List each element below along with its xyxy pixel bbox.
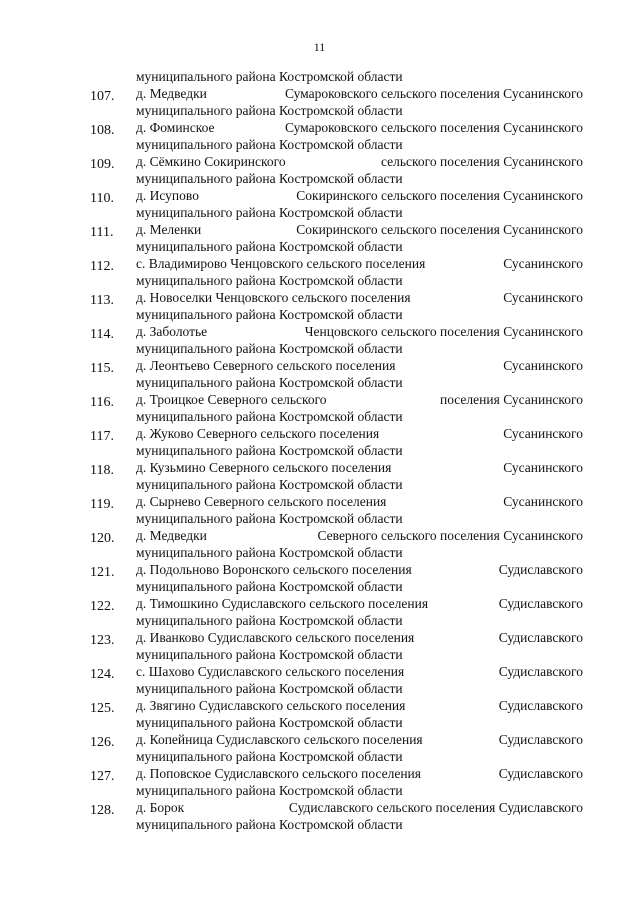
entry-number: 118.	[90, 463, 114, 478]
list-item	[0, 119, 639, 153]
list-item	[0, 153, 639, 187]
entry-first-line	[136, 459, 583, 476]
entry-number: 109.	[90, 157, 115, 172]
list-item	[0, 799, 639, 833]
entry-first-line	[136, 357, 583, 374]
list-item	[0, 357, 639, 391]
entry-first-line	[136, 765, 583, 782]
list-item	[0, 765, 639, 799]
list-item	[0, 697, 639, 731]
entry-text-segment: д. Жуково Северного сельского поселения	[136, 426, 380, 441]
entry-number: 115.	[90, 361, 114, 376]
entry-second-line: муниципального района Костромской области	[136, 375, 403, 390]
entry-text-segment: Северного сельского поселения Сусанинского	[317, 528, 583, 543]
entry-text-segment: сельского поселения Сусанинского	[380, 154, 583, 169]
entry-first-line	[136, 493, 583, 510]
entry-number: 125.	[90, 701, 115, 716]
entry-text-segment: д. Тимошкино Судиславского сельского поселения	[136, 596, 429, 611]
entry-number: 121.	[90, 565, 115, 580]
entry-second-line: муниципального района Костромской области	[136, 579, 403, 594]
entry-first-line	[136, 85, 583, 102]
list-item	[0, 289, 639, 323]
list-item	[0, 425, 639, 459]
list-item	[0, 221, 639, 255]
entry-text-segment: Судиславского	[498, 664, 583, 679]
entry-first-line	[136, 697, 583, 714]
list-item	[0, 527, 639, 561]
entry-second-line: муниципального района Костромской области	[136, 409, 403, 424]
entry-text-segment: Сокиринского сельского поселения Сусанинского	[296, 188, 583, 203]
entry-text-segment: д. Кузьмино Северного сельского поселения	[136, 460, 392, 475]
entry-first-line	[136, 425, 583, 442]
entry-text-segment: Судиславского	[498, 630, 583, 645]
entry-text-segment: Сусанинского	[503, 358, 583, 373]
entry-second-line: муниципального района Костромской области	[136, 477, 403, 492]
list-item	[0, 629, 639, 663]
entry-text-segment: д. Сырнево Северного сельского поселения	[136, 494, 387, 509]
entry-number: 116.	[90, 395, 114, 410]
list-item	[0, 459, 639, 493]
entry-text-segment: Сусанинского	[503, 426, 583, 441]
entry-text-segment: поселения Сусанинского	[439, 392, 583, 407]
continuation-line: муниципального района Костромской области	[136, 69, 403, 84]
entry-text-segment: Сумароковского сельского поселения Сусанинского	[284, 120, 583, 135]
entry-first-line	[136, 595, 583, 612]
entry-first-line	[136, 153, 583, 170]
entry-number: 114.	[90, 327, 114, 342]
entry-text-segment: д. Сёмкино Сокиринского	[136, 154, 286, 169]
list-item	[0, 187, 639, 221]
entry-text-segment: Судиславского	[498, 732, 583, 747]
list-item	[0, 85, 639, 119]
entry-number: 113.	[90, 293, 114, 308]
entry-second-line: муниципального района Костромской области	[136, 443, 403, 458]
entry-number: 123.	[90, 633, 115, 648]
entry-second-line: муниципального района Костромской области	[136, 341, 403, 356]
entry-number: 110.	[90, 191, 114, 206]
list-item	[0, 731, 639, 765]
entry-text-segment: д. Иванково Судиславского сельского поселения	[136, 630, 415, 645]
entry-number: 120.	[90, 531, 115, 546]
entry-second-line: муниципального района Костромской области	[136, 137, 403, 152]
list-item	[0, 323, 639, 357]
entry-first-line	[136, 663, 583, 680]
entry-second-line: муниципального района Костромской области	[136, 817, 403, 832]
entry-first-line	[136, 731, 583, 748]
entry-first-line	[136, 187, 583, 204]
entry-first-line	[136, 629, 583, 646]
entry-text-segment: Ченцовского сельского поселения Сусанинского	[304, 324, 583, 339]
entry-first-line	[136, 119, 583, 136]
entry-second-line: муниципального района Костромской области	[136, 783, 403, 798]
entry-text-segment: д. Медведки	[136, 528, 207, 543]
entry-first-line	[136, 561, 583, 578]
entry-number: 119.	[90, 497, 114, 512]
entry-text-segment: д. Борок	[136, 800, 185, 815]
entry-text-segment: Судиславского	[498, 698, 583, 713]
entry-first-line	[136, 289, 583, 306]
entry-text-segment: д. Медведки	[136, 86, 207, 101]
entry-text-segment: Сокиринского сельского поселения Сусанинского	[296, 222, 583, 237]
entry-number: 122.	[90, 599, 115, 614]
entry-second-line: муниципального района Костромской области	[136, 647, 403, 662]
entry-text-segment: Судиславского сельского поселения Судиславского	[288, 800, 583, 815]
entry-second-line: муниципального района Костромской области	[136, 545, 403, 560]
entry-text-segment: Сусанинского	[503, 290, 583, 305]
entry-text-segment: с. Владимирово Ченцовского сельского поселения	[136, 256, 426, 271]
entry-text-segment: д. Заболотье	[136, 324, 208, 339]
entry-text-segment: д. Копейница Судиславского сельского поселения	[136, 732, 423, 747]
entry-second-line: муниципального района Костромской области	[136, 273, 403, 288]
entry-second-line: муниципального района Костромской области	[136, 171, 403, 186]
entry-second-line: муниципального района Костромской области	[136, 511, 403, 526]
entry-second-line: муниципального района Костромской области	[136, 715, 403, 730]
entry-text-segment: д. Звягино Судиславского сельского поселения	[136, 698, 406, 713]
settlement-list	[0, 85, 639, 833]
entry-first-line	[136, 527, 583, 544]
entry-text-segment: д. Троицкое Северного сельского	[136, 392, 327, 407]
entry-number: 127.	[90, 769, 115, 784]
entry-second-line: муниципального района Костромской области	[136, 205, 403, 220]
list-item	[0, 493, 639, 527]
entry-first-line	[136, 221, 583, 238]
entry-text-segment: д. Поповское Судиславского сельского поселения	[136, 766, 421, 781]
list-item	[0, 255, 639, 289]
entry-number: 117.	[90, 429, 114, 444]
entry-text-segment: д. Меленки	[136, 222, 202, 237]
entry-text-segment: д. Подольново Воронского сельского поселения	[136, 562, 412, 577]
entry-text-segment: д. Новоселки Ченцовского сельского поселения	[136, 290, 411, 305]
entry-second-line: муниципального района Костромской области	[136, 749, 403, 764]
entry-text-segment: с. Шахово Судиславского сельского поселения	[136, 664, 405, 679]
entry-text-segment: Судиславского	[498, 766, 583, 781]
list-item	[0, 561, 639, 595]
entry-text-segment: Сумароковского сельского поселения Сусанинского	[284, 86, 583, 101]
list-item	[0, 663, 639, 697]
entry-first-line	[136, 255, 583, 272]
entry-second-line: муниципального района Костромской области	[136, 613, 403, 628]
entry-text-segment: Сусанинского	[503, 460, 583, 475]
entry-text-segment: д. Исупово	[136, 188, 199, 203]
entry-second-line: муниципального района Костромской области	[136, 103, 403, 118]
entry-first-line	[136, 799, 583, 816]
entry-number: 112.	[90, 259, 114, 274]
entry-first-line	[136, 323, 583, 340]
list-item	[0, 391, 639, 425]
entry-first-line	[136, 391, 583, 408]
entry-number: 124.	[90, 667, 115, 682]
entry-number: 126.	[90, 735, 115, 750]
entry-text-segment: Сусанинского	[503, 494, 583, 509]
entry-number: 108.	[90, 123, 115, 138]
entry-number: 107.	[90, 89, 115, 104]
entry-second-line: муниципального района Костромской области	[136, 681, 403, 696]
entry-text-segment: д. Леонтьево Северного сельского поселения	[136, 358, 396, 373]
list-item	[0, 595, 639, 629]
entry-text-segment: д. Фоминское	[136, 120, 215, 135]
entry-number: 128.	[90, 803, 115, 818]
entry-text-segment: Сусанинского	[503, 256, 583, 271]
entry-number: 111.	[90, 225, 114, 240]
entry-text-segment: Судиславского	[498, 596, 583, 611]
entry-second-line: муниципального района Костромской области	[136, 307, 403, 322]
page-number: 11	[313, 40, 326, 54]
entry-second-line: муниципального района Костромской области	[136, 239, 403, 254]
entry-text-segment: Судиславского	[498, 562, 583, 577]
